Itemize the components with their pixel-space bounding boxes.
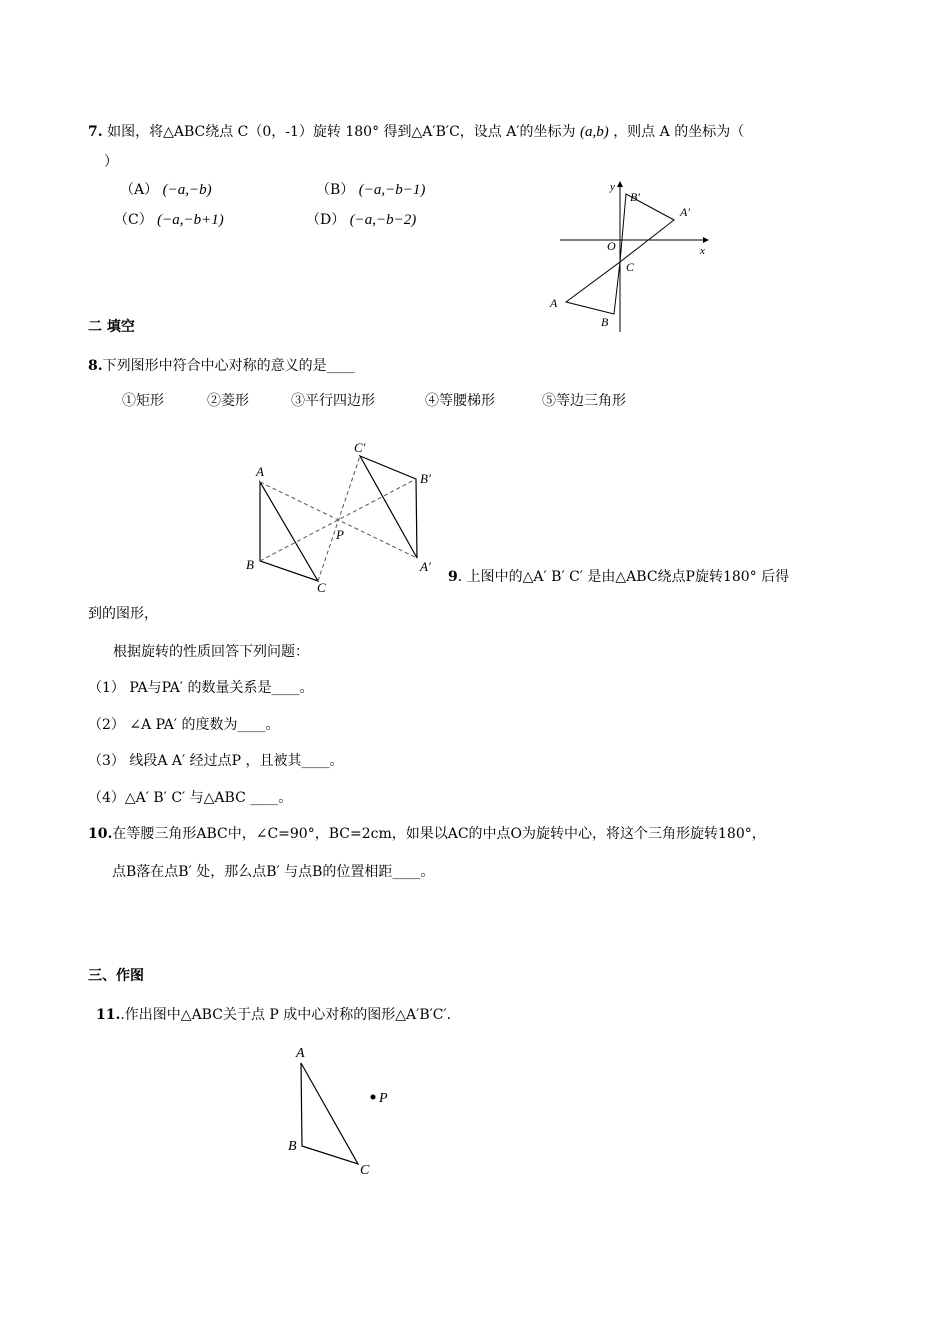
q8-option-4: ④等腰梯形 [425, 393, 495, 409]
q7-stem-line1 [88, 121, 744, 141]
q7-option-d-letter: （D） [306, 212, 346, 228]
q7-coord-ab: (a,b) [579, 124, 609, 140]
q7-label-o: O [607, 239, 616, 253]
q7-stem-end: ，则点 A 的坐标为（ [613, 124, 745, 140]
q9-label-a: A [256, 464, 264, 479]
q7-stem-line2: ） [104, 154, 118, 170]
q11-triangle-abc [301, 1063, 358, 1164]
q8-stem [88, 355, 355, 375]
q9-dashed-cc [318, 456, 360, 581]
q11-figure [280, 1040, 410, 1180]
q7-label-x: x [700, 245, 705, 257]
q8-option-3: ③平行四边形 [291, 393, 375, 409]
q7-label-a: A [550, 296, 558, 310]
q9-stem-line2: 到的图形， [88, 606, 158, 622]
q11-label-c: C [360, 1163, 370, 1178]
q9-item-3: （3） 线段A A′ 经过点P ，且被其____。 [88, 753, 344, 769]
q8-option-2: ②菱形 [207, 393, 249, 409]
q9-label-c: C [317, 580, 326, 595]
q10-stem-line2: 点B落在点B′ 处，那么点B′ 与点B的位置相距____。 [112, 864, 435, 880]
q9-stem-text: . 上图中的△A′ B′ C′ 是由△ABC绕点P旋转180° 后得 [457, 569, 790, 585]
q9-number: 9 [448, 569, 458, 585]
q9-triangle-prime [360, 456, 417, 558]
q7-option-b-value: (−a,−b−1) [358, 182, 426, 198]
q11-point-p [371, 1095, 376, 1100]
q7-stem-text: 如图，将△ABC绕点 C（0，-1）旋转 180° 得到△A′B′C，设点 A′的坐标为 [107, 124, 576, 140]
q7-option-b-letter: （B） [316, 182, 355, 198]
q7-option-b [316, 179, 425, 199]
q11-number: 11. [96, 1007, 121, 1023]
q7-option-d-value: (−a,−b−2) [349, 212, 417, 228]
q8-option-5: ⑤等边三角形 [542, 393, 626, 409]
q7-triangle-abc [566, 262, 620, 314]
q7-option-c-letter: （C） [114, 212, 153, 228]
q8-stem-text: 下列图形中符合中心对称的意义的是____ [102, 358, 355, 374]
q8-number: 8. [88, 358, 103, 374]
q9-label-b-prime: B′ [420, 471, 431, 486]
q7-option-a-letter: （A） [120, 182, 159, 198]
q7-label-b-prime: B′ [630, 190, 640, 204]
q10-stem-line1 [88, 823, 766, 843]
q7-triangle-prime [620, 194, 674, 262]
q7-option-d [306, 209, 416, 229]
q9-item-4: （4）△A′ B′ C′ 与△ABC ____。 [88, 790, 293, 806]
section2-title: 二 填空 [88, 319, 135, 335]
q11-label-p: P [379, 1091, 388, 1106]
q9-figure [240, 436, 440, 596]
section3-title: 三、作图 [88, 968, 144, 984]
q9-label-p: P [336, 527, 344, 542]
q10-stem-text: 在等腰三角形ABC中，∠C=90°，BC=2cm，如果以AC的中点O为旋转中心，将这个三角形旋转180°， [112, 826, 766, 842]
q9-label-b: B [246, 557, 254, 572]
q11-stem-text: .作出图中△ABC关于点 P 成中心对称的图形△A′B′C′. [120, 1007, 452, 1023]
q7-label-b: B [601, 315, 609, 329]
q11-stem [96, 1004, 451, 1024]
q9-item-1: （1） PA与PA′ 的数量关系是____。 [88, 680, 314, 696]
q9-triangle-abc [260, 482, 318, 581]
q9-intro: 根据旋转的性质回答下列问题： [113, 644, 309, 660]
q11-label-a: A [296, 1046, 305, 1061]
q9-stem-line1 [448, 566, 789, 586]
q7-number: 7. [88, 124, 103, 140]
q11-label-b: B [288, 1139, 297, 1154]
q8-option-1: ①矩形 [122, 393, 164, 409]
q7-option-c [114, 209, 224, 229]
q7-label-c: C [626, 260, 635, 274]
q7-label-a-prime: A′ [680, 205, 690, 219]
q7-label-y: y [610, 181, 615, 193]
q7-option-a [120, 179, 212, 199]
q9-label-a-prime: A′ [420, 559, 431, 574]
q7-option-c-value: (−a,−b+1) [157, 212, 224, 228]
q9-item-2: （2） ∠A PA′ 的度数为____。 [88, 717, 280, 733]
q10-number: 10. [88, 826, 113, 842]
q7-figure [540, 170, 720, 340]
q9-label-c-prime: C′ [354, 440, 366, 455]
q7-option-a-value: (−a,−b) [162, 182, 212, 198]
